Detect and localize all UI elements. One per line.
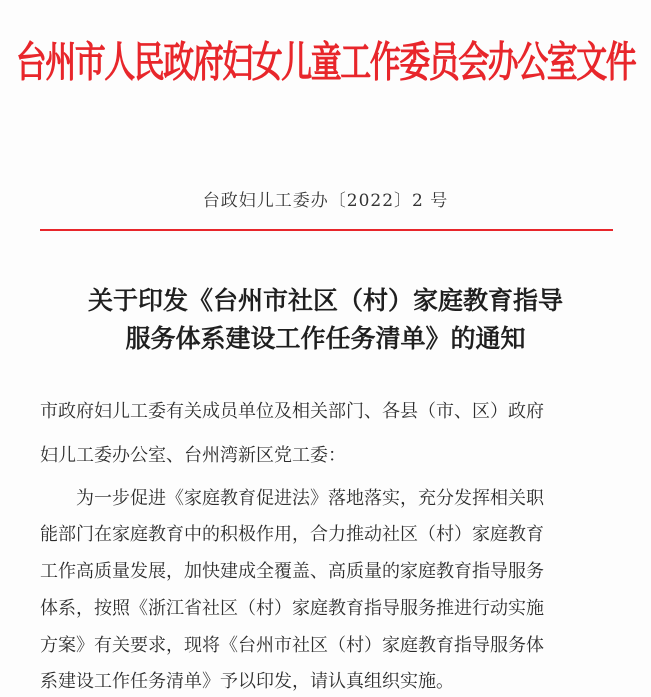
body-line-5: 工作高质量发展，加快建成全覆盖、高质量的家庭教育指导服务	[40, 561, 544, 582]
body-line-2: 妇儿工委办公室、台州湾新区党工委：	[40, 445, 346, 466]
body-line-8: 系建设工作任务清单》予以印发，请认真组织实施。	[40, 671, 454, 692]
body-line-7: 方案》有关要求，现将《台州市社区（村）家庭教育指导服务体	[40, 635, 544, 656]
body-line-6: 体系，按照《浙江省社区（村）家庭教育指导服务推进行动实施	[40, 598, 544, 619]
red-divider-line	[40, 229, 613, 231]
document-number: 台政妇儿工委办〔2022〕2 号	[202, 191, 449, 211]
body-line-1: 市政府妇儿工委有关成员单位及相关部门、各县（市、区）政府	[40, 401, 544, 422]
body-line-4: 能部门在家庭教育中的积极作用，合力推动社区（村）家庭教育	[40, 524, 544, 545]
body-line-3: 为一步促进《家庭教育促进法》落地落实，充分发挥相关职	[40, 488, 544, 509]
title-line-1: 关于印发《台州市社区（村）家庭教育指导	[87, 286, 563, 315]
title-line-2: 服务体系建设工作任务清单》的通知	[125, 324, 526, 353]
issuer-red-header: 台州市人民政府妇女儿童工作委员会办公室文件	[15, 38, 636, 88]
